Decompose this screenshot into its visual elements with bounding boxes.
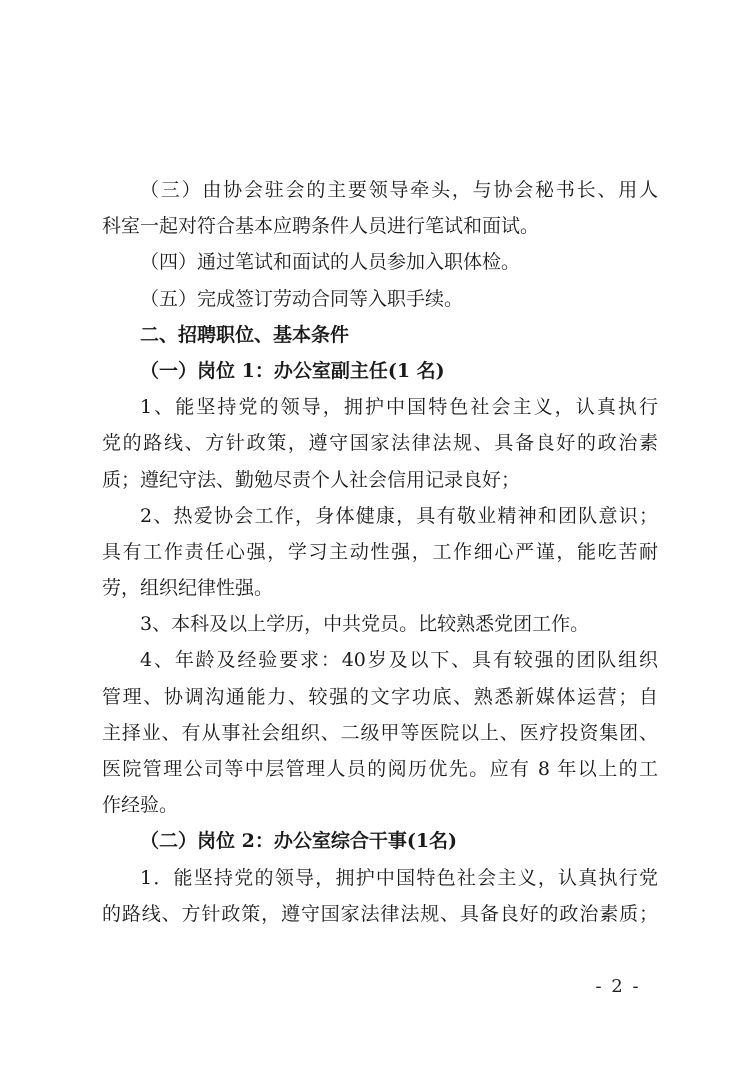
paragraph-line: 1．能坚持党的领导，拥护中国特色社会主义，认真执行党 — [140, 866, 658, 889]
paragraph-line: 作经验。 — [102, 794, 179, 817]
paragraph-line: 劳，组织纪律性强。 — [102, 577, 274, 600]
paragraph-line: 党的路线、方针政策，遵守国家法律法规、具备良好的政治素 — [102, 432, 658, 455]
paragraph-line: （三）由协会驻会的主要领导牵头，与协会秘书长、用人 — [140, 179, 658, 201]
paragraph-line: 1、能坚持党的领导，拥护中国特色社会主义，认真执行 — [140, 396, 658, 419]
paragraph-line: 2、热爱协会工作，身体健康，具有敬业精神和团队意识； — [140, 504, 658, 527]
paragraph-line: 3、本科及以上学历，中共党员。比较熟悉党团工作。 — [140, 613, 590, 636]
paragraph-line: 4、年龄及经验要求：40岁及以下、具有较强的团队组织 — [140, 649, 658, 672]
paragraph-line: 主择业、有从事社会组织、二级甲等医院以上、医疗投资集团、 — [102, 721, 658, 744]
paragraph-line: 医院管理公司等中层管理人员的阅历优先。应有 8 年以上的工 — [102, 758, 658, 780]
paragraph-line: 质；遵纪守法、勤勉尽责个人社会信用记录良好； — [102, 468, 521, 491]
section-heading: 二、招聘职位、基本条件 — [140, 323, 350, 346]
paragraph-line: 的路线、方针政策，遵守国家法律法规、具备良好的政治素质； — [102, 902, 658, 925]
paragraph-line: （五）完成签订劳动合同等入职手续。 — [140, 287, 464, 310]
page-number: - 2 - — [595, 976, 641, 997]
paragraph-line: 科室一起对符合基本应聘条件人员进行笔试和面试。 — [102, 215, 540, 238]
paragraph-line: 具有工作责任心强，学习主动性强，工作细心严谨，能吃苦耐 — [102, 540, 658, 563]
subsection-heading: （一）岗位 1：办公室副主任(1 名) — [140, 359, 445, 382]
paragraph-line: 管理、协调沟通能力、较强的文字功底、熟悉新媒体运营；自 — [102, 685, 658, 708]
subsection-heading: （二）岗位 2：办公室综合干事(1名) — [140, 830, 458, 853]
paragraph-line: （四）通过笔试和面试的人员参加入职体检。 — [140, 251, 521, 274]
document-body — [102, 172, 658, 932]
